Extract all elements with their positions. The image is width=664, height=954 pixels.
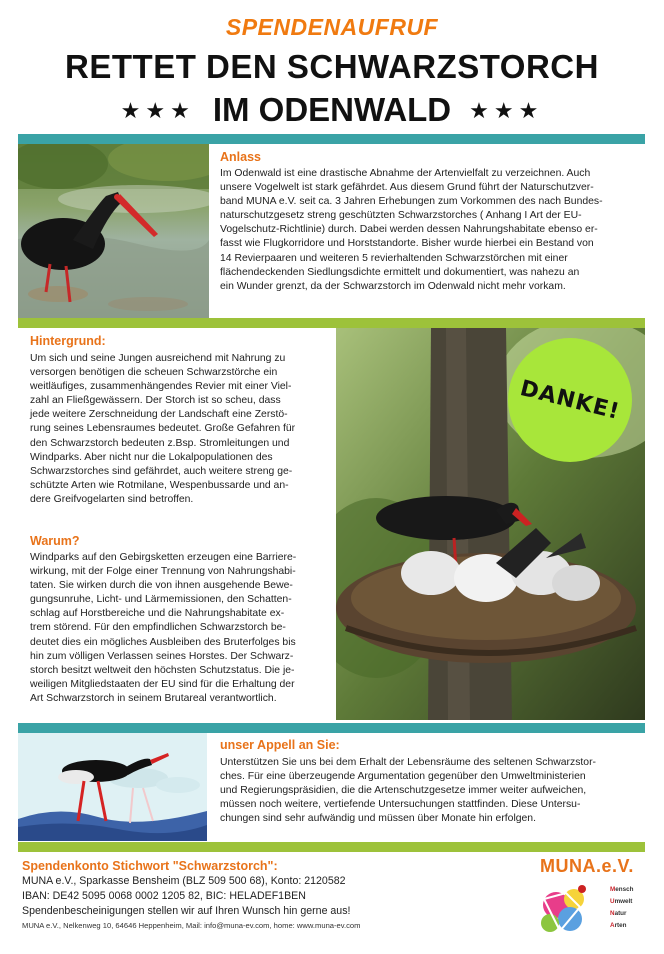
- text-line: dere Greifvogelarten sind betroffen.: [30, 493, 194, 505]
- contact-footer: MUNA e.V., Nelkenweg 10, 64646 Heppenheim, Mail: info@muna-ev.com, home: www.muna-ev.com: [22, 921, 361, 930]
- text-line: Vogelschutz-Richtlinie) durch. Dabei werden dessen Nahrungshabitate ebenso er-: [220, 224, 598, 236]
- anlass-text: [220, 167, 640, 294]
- text-line: unsere Vogelwelt ist stark gefährdet. Aus diesem Grund führt der Naturschutzver-: [220, 182, 594, 194]
- text-line: chungen sind sehr aufwändig und müssen über Monate hin erfolgen.: [220, 813, 536, 825]
- text-line: deutet dies ein mögliches Ausbleiben des Bruterfolges bis: [30, 636, 296, 648]
- acronym-umwelt: Umwelt: [610, 898, 633, 905]
- text-line: ches. Für eine überzeugende Argumentation gegenüber den Umweltministerien: [220, 771, 586, 783]
- text-line: flächendeckenden Siedlungsdichte ermittelt und dokumentiert, was nahezu an: [220, 266, 580, 278]
- text-line: Im Odenwald ist eine drastische Abnahme der Artenvielfalt zu verzeichnen. Auch: [220, 168, 591, 179]
- stork-illustration: [18, 733, 207, 841]
- text-line: wirkung, mit der Folge einer Trennung von Nahrungshabi-: [30, 566, 296, 578]
- text-line: Schwarzstorches sind gefährdet, auch weitere streng ge-: [30, 465, 293, 477]
- iban-details: IBAN: DE42 5095 0068 0002 1205 82, BIC: HELADEF1BEN: [22, 890, 306, 902]
- text-line: jede weitere Zerschneidung der Landschaft eine Zerstö-: [30, 409, 288, 421]
- text-line: band MUNA e.V. seit ca. 3 Jahren Erhebungen zum Vorkommen des nach Bundes-: [220, 196, 603, 208]
- muna-logo-name: MUNA.e.V.: [540, 856, 634, 876]
- text-line: hin zum völligen Verlassen seines Horstes. Der Schwarz-: [30, 650, 294, 662]
- bottom-divider-bar: [18, 842, 645, 852]
- text-line: ein Wunder grenzt, da der Schwarzstorch im Odenwald nicht mehr vorkam.: [220, 280, 566, 292]
- text-line: rung seines Lebensraumes bedeutet. Große Gefahren für: [30, 423, 296, 435]
- text-line: Art Schwarzstorch in seinem Brutareal verantwortlich.: [30, 692, 277, 704]
- danke-text: DANKE!: [517, 375, 623, 425]
- text-line: weitläufiges, zusammenhängendes Revier mit einer Viel-: [30, 381, 292, 393]
- text-line: weiligen Mitgliedstaaten der EU sind für die Erhaltung der: [30, 678, 295, 690]
- text-line: Um sich und seine Jungen ausreichend mit Nahrung zu: [30, 353, 286, 364]
- text-line: trem störend. Für den empfindlichen Schwarzstorch be-: [30, 622, 286, 634]
- appell-heading: unser Appell an Sie:: [220, 738, 340, 752]
- acronym-arten: Arten: [610, 922, 627, 929]
- acronym-mensch: Mensch: [610, 886, 634, 893]
- main-title: RETTET DEN SCHWARZSTORCH: [65, 48, 599, 85]
- text-line: Windparks. Aber nicht nur die Lokalpopulationen des: [30, 451, 273, 463]
- stars-right: ★★★: [469, 98, 544, 123]
- acronym-natur: Natur: [610, 910, 627, 917]
- danke-badge: [508, 338, 632, 462]
- donation-title: Spendenkonto Stichwort "Schwarzstorch":: [22, 859, 278, 873]
- warum-heading: Warum?: [30, 534, 80, 548]
- text-line: naturschutzgesetz streng geschützten Schwarzstorches ( Anhang I Art der EU-: [220, 210, 582, 222]
- text-line: gungsunruhe, Licht- und Lärmemissionen, den Schatten-: [30, 594, 292, 606]
- hintergrund-text: [30, 352, 330, 507]
- text-line: Unterstützen Sie uns bei dem Erhalt der Lebensräume des seltenen Schwarzstor-: [220, 757, 596, 768]
- text-line: storch besitzt weltweit den höchsten Schutzstatus. Die je-: [30, 664, 295, 676]
- text-line: fasst wie Flugkorridore und Horststandorte. Bisher wurde hierbei ein Bestand von: [220, 238, 594, 250]
- stars-left: ★★★: [120, 98, 195, 123]
- text-line: zahl an Fließgewässern. Der Storch ist so scheu, dass: [30, 395, 281, 407]
- donation-receipt-note: Spendenbescheinigungen stellen wir auf Ihren Wunsch hin gerne aus!: [22, 905, 351, 917]
- text-line: 14 Revierpaaren und weiteren 5 revierhaltenden Schwarzstörchen mit einer: [220, 252, 568, 264]
- text-line: Windparks auf den Gebirgsketten erzeugen eine Barriere-: [30, 552, 297, 563]
- text-line: müssen noch weitere, vertiefende Untersuchungen stattfinden. Diese Untersu-: [220, 799, 581, 811]
- main-title-line2: [0, 91, 664, 129]
- text-line: schlag auf Horstbereiche und die Nahrungshabitate ex-: [30, 608, 285, 620]
- text-line: den Schwarzstorch bedeuten z.Bsp. Stromleitungen und: [30, 437, 290, 449]
- hintergrund-heading: Hintergrund:: [30, 334, 106, 348]
- lower-divider-bar: [18, 723, 645, 733]
- title-region: IM ODENWALD: [212, 91, 452, 128]
- anlass-heading: Anlass: [220, 150, 261, 164]
- top-divider-bar: [18, 134, 645, 144]
- appell-text: [220, 756, 640, 826]
- warum-text: [30, 551, 330, 706]
- text-line: und Regierungspräsidien, die die Artenschutzgesetze immer weiter aufweichen,: [220, 785, 587, 797]
- text-line: taten. Sie wirken durch die von ihnen ausgehende Bewe-: [30, 580, 293, 592]
- middle-divider-bar: [18, 318, 645, 328]
- stork-in-stream-photo: [18, 144, 209, 318]
- appeal-kicker: SPENDENAUFRUF: [225, 14, 439, 40]
- bank-details: MUNA e.V., Sparkasse Bensheim (BLZ 509 500 68), Konto: 2120582: [22, 875, 346, 887]
- text-line: versorgen benötigen die scheuen Schwarzstörche ein: [30, 367, 278, 379]
- text-line: schützte Arten wie Rotmilane, Wespenbussarde und an-: [30, 479, 289, 491]
